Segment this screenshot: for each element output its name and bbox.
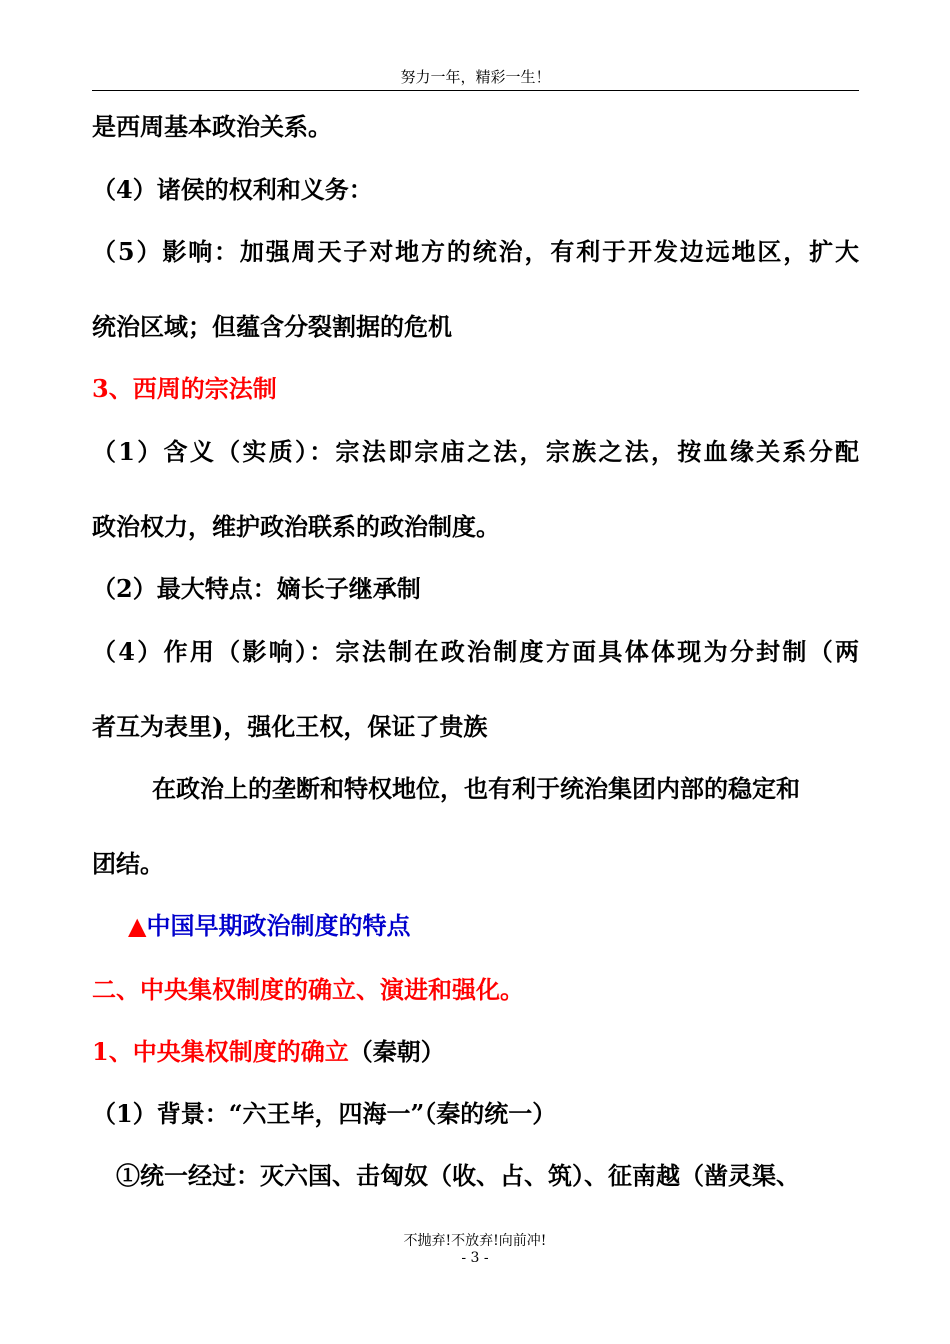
text-line-11: 在政治上的垄断和特权地位，也有利于统治集团内部的稳定和 (152, 774, 800, 803)
highlight-heading (128, 911, 410, 941)
highlight-heading-text: 中国早期政治制度的特点 (146, 911, 411, 940)
text-line-1: 是西周基本政治关系。 (92, 112, 332, 141)
page-number: - 3 - (461, 1250, 489, 1266)
text-line-9: （4）作用（影响）：宗法制在政治制度方面具体体现为分封制（两 (92, 637, 859, 666)
subsection-heading (92, 1037, 445, 1067)
text-line-17: ①统一经过：灭六国、击匈奴（收、占、筑）、征南越（凿灵渠、 (116, 1161, 800, 1190)
text-line-12: 团结。 (92, 849, 164, 878)
text-line-16: （1）背景：“六王毕，四海一”（秦的统一） (92, 1099, 557, 1128)
chapter-heading: 二、中央集权制度的确立、演进和强化。 (92, 975, 524, 1004)
triangle-marker-icon: ▲ (128, 911, 147, 940)
text-line-2: （4）诸侯的权利和义务： (92, 175, 373, 204)
header-text: 努力一年，精彩一生！ (400, 68, 551, 86)
footer-slogan: 不抛弃!不放弃!向前冲! (403, 1233, 547, 1249)
section-heading-zongfa: 3、西周的宗法制 (92, 374, 277, 403)
text-line-7: 政治权力，维护政治联系的政治制度。 (92, 512, 500, 541)
page-header (92, 66, 859, 91)
text-line-6: （1）含义（实质）：宗法即宗庙之法，宗族之法，按血缘关系分配 (92, 437, 859, 466)
text-line-8: （2）最大特点：嫡长子继承制 (92, 574, 421, 603)
text-line-3: （5）影响：加强周天子对地方的统治，有利于开发边远地区，扩大 (92, 237, 859, 266)
subsection-heading-red: 1、中央集权制度的确立 (92, 1037, 349, 1066)
text-line-10: 者互为表里)，强化王权，保证了贵族 (92, 712, 488, 741)
text-line-4: 统治区域；但蕴含分裂割据的危机 (92, 312, 452, 341)
subsection-heading-note: （秦朝） (348, 1037, 445, 1066)
